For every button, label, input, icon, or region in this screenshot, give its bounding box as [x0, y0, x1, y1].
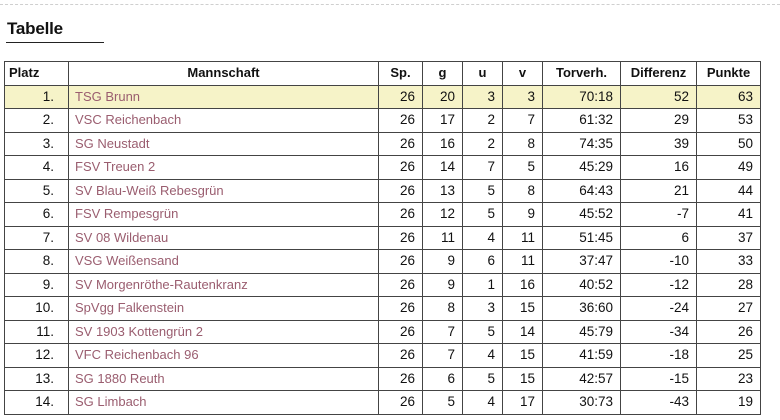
- cell-torverhaeltnis: 61:32: [543, 109, 621, 133]
- cell-torverhaeltnis: 45:52: [543, 203, 621, 227]
- cell-platz: 3.: [5, 132, 69, 156]
- cell-mannschaft: SV 1903 Kottengrün 2: [69, 320, 379, 344]
- cell-gewonnen: 13: [423, 179, 463, 203]
- cell-punkte: 28: [697, 273, 761, 297]
- table-body: [5, 85, 761, 414]
- cell-mannschaft: FSV Treuen 2: [69, 156, 379, 180]
- cell-spiele: 26: [379, 226, 423, 250]
- cell-torverhaeltnis: 40:52: [543, 273, 621, 297]
- cell-mannschaft: SpVgg Falkenstein: [69, 297, 379, 321]
- cell-torverhaeltnis: 51:45: [543, 226, 621, 250]
- header-unentschieden: u: [463, 62, 503, 86]
- cell-mannschaft: SG Limbach: [69, 391, 379, 415]
- cell-differenz: -43: [621, 391, 697, 415]
- cell-verloren: 8: [503, 132, 543, 156]
- header-punkte: Punkte: [697, 62, 761, 86]
- cell-gewonnen: 11: [423, 226, 463, 250]
- cell-spiele: 26: [379, 250, 423, 274]
- table-row: [5, 156, 761, 180]
- table-row: [5, 273, 761, 297]
- cell-punkte: 19: [697, 391, 761, 415]
- cell-differenz: 6: [621, 226, 697, 250]
- cell-spiele: 26: [379, 109, 423, 133]
- cell-differenz: -10: [621, 250, 697, 274]
- cell-punkte: 49: [697, 156, 761, 180]
- cell-platz: 2.: [5, 109, 69, 133]
- cell-verloren: 11: [503, 226, 543, 250]
- cell-platz: 12.: [5, 344, 69, 368]
- header-platz: Platz: [5, 62, 69, 86]
- cell-gewonnen: 5: [423, 391, 463, 415]
- cell-gewonnen: 9: [423, 273, 463, 297]
- cell-unentschieden: 5: [463, 203, 503, 227]
- header-verloren: v: [503, 62, 543, 86]
- cell-differenz: 52: [621, 85, 697, 109]
- cell-spiele: 26: [379, 85, 423, 109]
- cell-mannschaft: VSG Weißensand: [69, 250, 379, 274]
- cell-platz: 5.: [5, 179, 69, 203]
- table-row: [5, 250, 761, 274]
- cell-punkte: 44: [697, 179, 761, 203]
- cell-differenz: -7: [621, 203, 697, 227]
- cell-torverhaeltnis: 37:47: [543, 250, 621, 274]
- cell-torverhaeltnis: 45:79: [543, 320, 621, 344]
- cell-unentschieden: 4: [463, 226, 503, 250]
- cell-spiele: 26: [379, 273, 423, 297]
- cell-verloren: 9: [503, 203, 543, 227]
- cell-differenz: -12: [621, 273, 697, 297]
- table-row: [5, 132, 761, 156]
- cell-unentschieden: 4: [463, 344, 503, 368]
- cell-punkte: 25: [697, 344, 761, 368]
- cell-differenz: -15: [621, 367, 697, 391]
- cell-verloren: 15: [503, 297, 543, 321]
- cell-mannschaft: SV Blau-Weiß Rebesgrün: [69, 179, 379, 203]
- cell-spiele: 26: [379, 179, 423, 203]
- cell-spiele: 26: [379, 132, 423, 156]
- cell-verloren: 15: [503, 367, 543, 391]
- cell-differenz: 16: [621, 156, 697, 180]
- cell-torverhaeltnis: 70:18: [543, 85, 621, 109]
- cell-platz: 11.: [5, 320, 69, 344]
- cell-gewonnen: 7: [423, 320, 463, 344]
- cell-mannschaft: SG Neustadt: [69, 132, 379, 156]
- table-row: [5, 109, 761, 133]
- cell-unentschieden: 4: [463, 391, 503, 415]
- cell-gewonnen: 8: [423, 297, 463, 321]
- table-row: [5, 179, 761, 203]
- cell-unentschieden: 2: [463, 132, 503, 156]
- cell-unentschieden: 2: [463, 109, 503, 133]
- cell-torverhaeltnis: 42:57: [543, 367, 621, 391]
- cell-verloren: 14: [503, 320, 543, 344]
- cell-punkte: 63: [697, 85, 761, 109]
- cell-platz: 6.: [5, 203, 69, 227]
- cell-unentschieden: 3: [463, 85, 503, 109]
- cell-punkte: 33: [697, 250, 761, 274]
- cell-mannschaft: TSG Brunn: [69, 85, 379, 109]
- cell-platz: 10.: [5, 297, 69, 321]
- page-title: Tabelle: [7, 19, 63, 38]
- cell-platz: 13.: [5, 367, 69, 391]
- cell-unentschieden: 3: [463, 297, 503, 321]
- header-mannschaft: Mannschaft: [69, 62, 379, 86]
- cell-verloren: 8: [503, 179, 543, 203]
- cell-differenz: -18: [621, 344, 697, 368]
- cell-verloren: 16: [503, 273, 543, 297]
- cell-unentschieden: 6: [463, 250, 503, 274]
- cell-spiele: 26: [379, 297, 423, 321]
- cell-punkte: 23: [697, 367, 761, 391]
- cell-mannschaft: SG 1880 Reuth: [69, 367, 379, 391]
- cell-punkte: 50: [697, 132, 761, 156]
- table-row: [5, 367, 761, 391]
- cell-punkte: 53: [697, 109, 761, 133]
- cell-mannschaft: SV Morgenröthe-Rautenkranz: [69, 273, 379, 297]
- header-gewonnen: g: [423, 62, 463, 86]
- cell-spiele: 26: [379, 391, 423, 415]
- table-row: [5, 297, 761, 321]
- cell-gewonnen: 6: [423, 367, 463, 391]
- cell-gewonnen: 17: [423, 109, 463, 133]
- table-row: [5, 391, 761, 415]
- cell-spiele: 26: [379, 367, 423, 391]
- cell-differenz: 39: [621, 132, 697, 156]
- header-differenz: Differenz: [621, 62, 697, 86]
- cell-spiele: 26: [379, 344, 423, 368]
- cell-torverhaeltnis: 30:73: [543, 391, 621, 415]
- header-spiele: Sp.: [379, 62, 423, 86]
- standings-table: [4, 61, 761, 415]
- cell-gewonnen: 12: [423, 203, 463, 227]
- cell-differenz: 29: [621, 109, 697, 133]
- cell-torverhaeltnis: 41:59: [543, 344, 621, 368]
- cell-platz: 7.: [5, 226, 69, 250]
- cell-torverhaeltnis: 74:35: [543, 132, 621, 156]
- cell-platz: 1.: [5, 85, 69, 109]
- table-row: [5, 344, 761, 368]
- cell-gewonnen: 7: [423, 344, 463, 368]
- cell-differenz: -24: [621, 297, 697, 321]
- cell-platz: 4.: [5, 156, 69, 180]
- cell-torverhaeltnis: 36:60: [543, 297, 621, 321]
- cell-punkte: 27: [697, 297, 761, 321]
- cell-unentschieden: 7: [463, 156, 503, 180]
- cell-torverhaeltnis: 45:29: [543, 156, 621, 180]
- cell-spiele: 26: [379, 320, 423, 344]
- cell-punkte: 37: [697, 226, 761, 250]
- cell-gewonnen: 14: [423, 156, 463, 180]
- cell-platz: 14.: [5, 391, 69, 415]
- cell-punkte: 41: [697, 203, 761, 227]
- table-row: [5, 85, 761, 109]
- cell-gewonnen: 16: [423, 132, 463, 156]
- cell-verloren: 3: [503, 85, 543, 109]
- cell-mannschaft: VFC Reichenbach 96: [69, 344, 379, 368]
- cell-torverhaeltnis: 64:43: [543, 179, 621, 203]
- cell-gewonnen: 9: [423, 250, 463, 274]
- cell-differenz: 21: [621, 179, 697, 203]
- table-row: [5, 203, 761, 227]
- cell-mannschaft: FSV Rempesgrün: [69, 203, 379, 227]
- cell-gewonnen: 20: [423, 85, 463, 109]
- cell-unentschieden: 5: [463, 179, 503, 203]
- cell-platz: 8.: [5, 250, 69, 274]
- cell-unentschieden: 1: [463, 273, 503, 297]
- cell-unentschieden: 5: [463, 320, 503, 344]
- cell-unentschieden: 5: [463, 367, 503, 391]
- header-torverhaeltnis: Torverh.: [543, 62, 621, 86]
- cell-verloren: 5: [503, 156, 543, 180]
- top-divider: [0, 4, 780, 5]
- cell-punkte: 26: [697, 320, 761, 344]
- table-row: [5, 320, 761, 344]
- title-underline: [6, 42, 104, 43]
- cell-verloren: 11: [503, 250, 543, 274]
- cell-verloren: 7: [503, 109, 543, 133]
- table-row: [5, 226, 761, 250]
- cell-mannschaft: SV 08 Wildenau: [69, 226, 379, 250]
- cell-spiele: 26: [379, 203, 423, 227]
- cell-verloren: 17: [503, 391, 543, 415]
- cell-spiele: 26: [379, 156, 423, 180]
- cell-platz: 9.: [5, 273, 69, 297]
- cell-mannschaft: VSC Reichenbach: [69, 109, 379, 133]
- cell-differenz: -34: [621, 320, 697, 344]
- cell-verloren: 15: [503, 344, 543, 368]
- table-header-row: [5, 62, 761, 86]
